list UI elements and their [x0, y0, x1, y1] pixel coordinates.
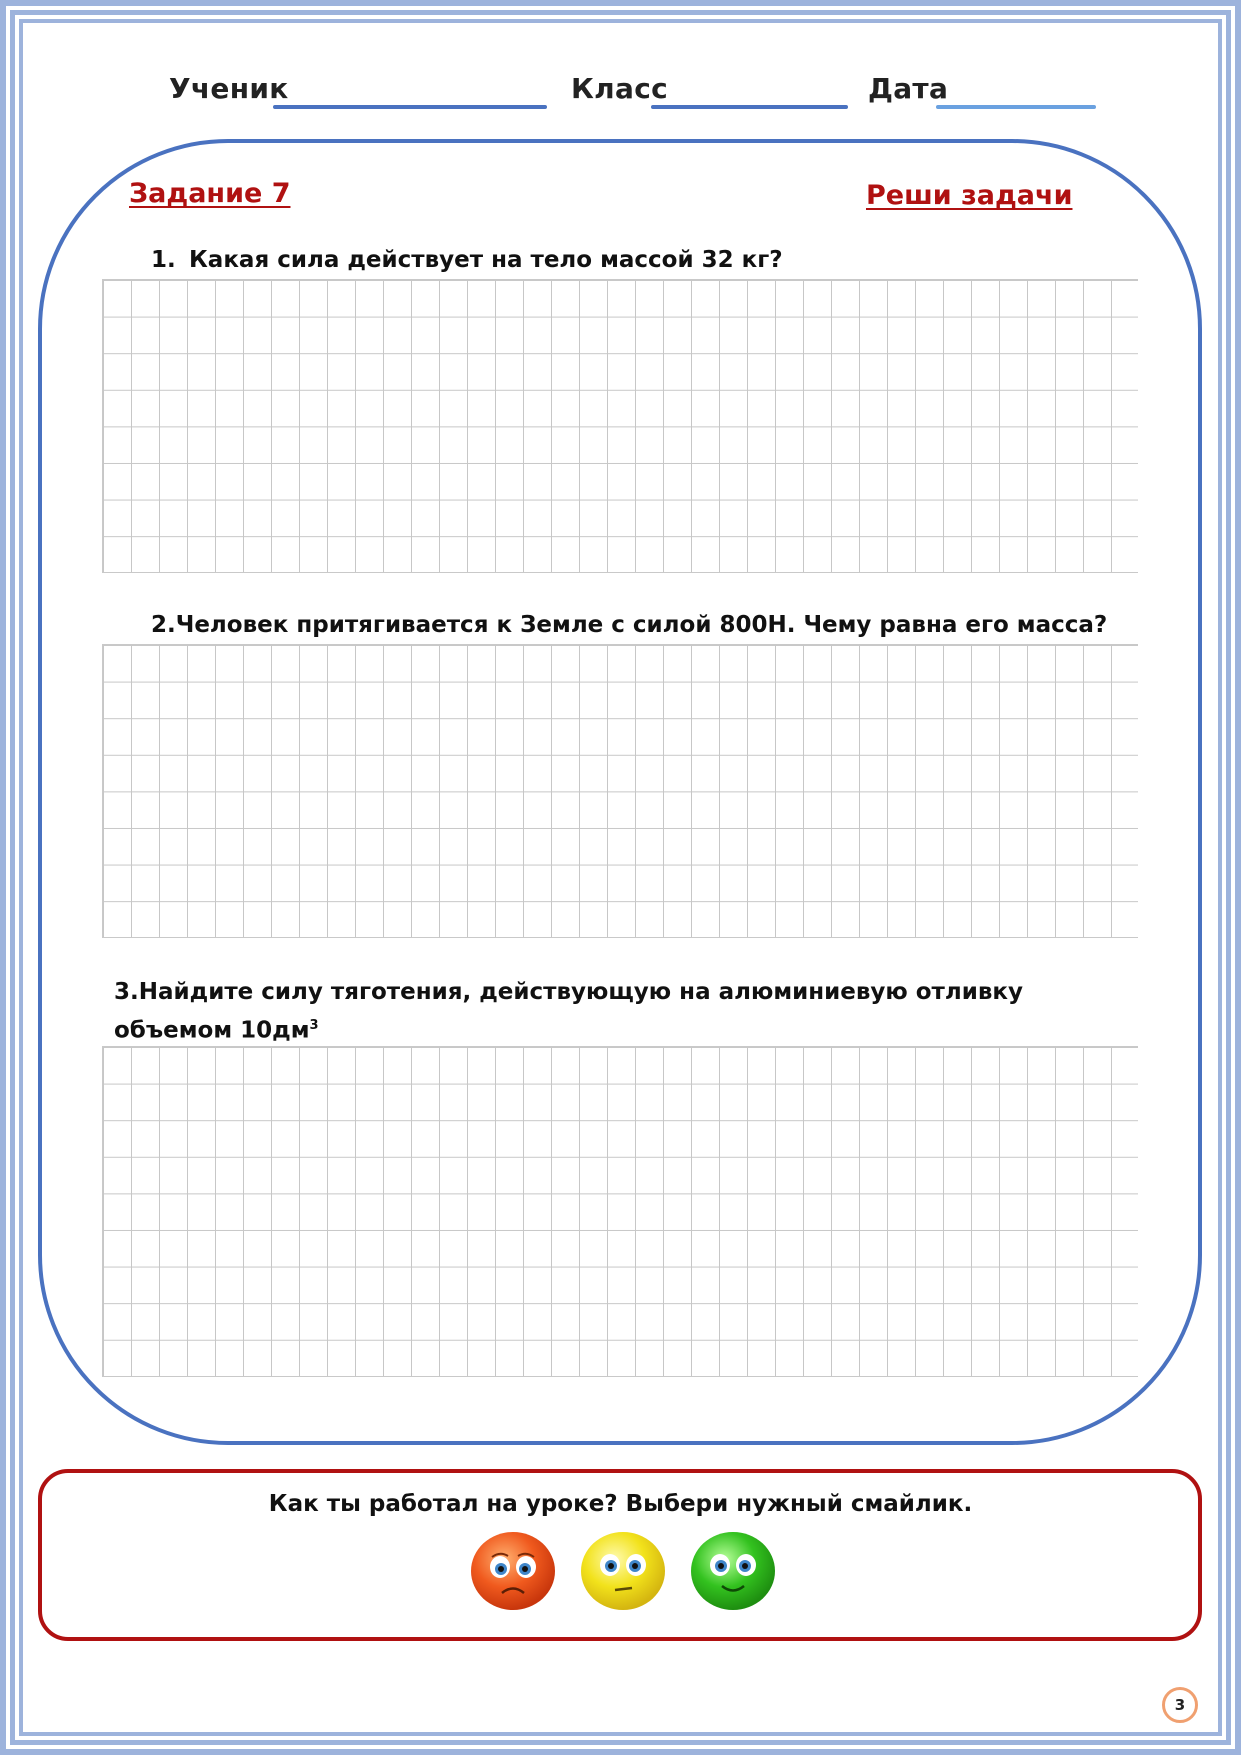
- student-name-field[interactable]: [273, 105, 547, 109]
- student-label: Ученик: [169, 72, 289, 105]
- page-number: 3: [1162, 1687, 1198, 1723]
- task-title: Задание 7: [129, 178, 291, 209]
- feedback-prompt: Как ты работал на уроке? Выбери нужный смайлик.: [268, 1491, 973, 1517]
- question-3: [114, 976, 1114, 1048]
- neutral-face-icon[interactable]: [580, 1531, 666, 1611]
- question-text: Человек притягивается к Земле с силой 800Н. Чему равна его масса?: [175, 612, 1108, 638]
- question-1: [151, 247, 783, 273]
- date-field[interactable]: [936, 105, 1096, 109]
- superscript: 3: [309, 1018, 319, 1033]
- question-number: 3.: [114, 979, 139, 1005]
- happy-face-icon[interactable]: [690, 1531, 776, 1611]
- answer-grid-2[interactable]: [102, 644, 1138, 938]
- answer-grid-1[interactable]: [102, 279, 1138, 573]
- question-number: 1.: [151, 247, 176, 273]
- question-number: 2.: [151, 612, 176, 638]
- question-text: Какая сила действует на тело массой 32 кг?: [189, 247, 783, 273]
- task-instruction: Реши задачи: [866, 180, 1073, 211]
- question-text: Найдите силу тяготения, действующую на алюминиевую отливку объемом 10дм: [114, 979, 1024, 1044]
- question-2: [151, 612, 1107, 638]
- date-label: Дата: [868, 72, 949, 105]
- sad-face-icon[interactable]: [470, 1531, 556, 1611]
- answer-grid-3[interactable]: [102, 1046, 1138, 1377]
- class-field[interactable]: [651, 105, 848, 109]
- class-label: Класс: [571, 72, 668, 105]
